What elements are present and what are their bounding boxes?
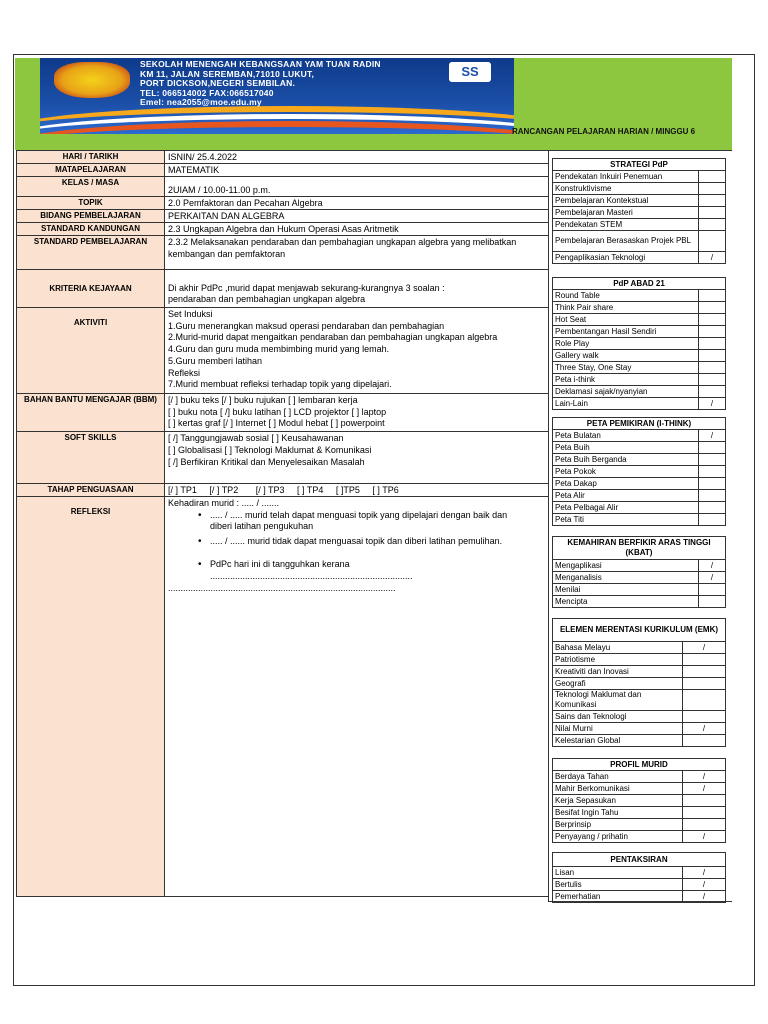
checklist-tick	[683, 666, 726, 678]
checklist-label: Gallery walk	[553, 350, 699, 362]
emk-title: ELEMEN MERENTASI KURIKULUM (EMK)	[553, 619, 726, 642]
checklist-label: Menganalisis	[553, 572, 699, 584]
value-bidang: PERKAITAN DAN ALGEBRA	[165, 210, 549, 223]
checklist-label: Lisan	[553, 867, 683, 879]
row-topik	[17, 197, 549, 210]
table-row	[553, 853, 726, 867]
checklist-label: Lain-Lain	[553, 398, 699, 410]
value-tahap: [/ ] TP1 [/ ] TP2 [/ ] TP3 [ ] TP4 [ ]TP5 [ ] TP6	[165, 484, 549, 497]
table-row	[553, 386, 726, 398]
checklist-tick	[699, 502, 726, 514]
checklist-tick	[683, 795, 726, 807]
checklist-tick	[699, 338, 726, 350]
checklist-tick: /	[683, 642, 726, 654]
checklist-tick	[699, 478, 726, 490]
label-bidang: BIDANG PEMBELAJARAN	[17, 210, 165, 223]
checklist-label: Peta Dakap	[553, 478, 699, 490]
table-row	[553, 678, 726, 690]
table-row	[553, 338, 726, 350]
table-row	[553, 183, 726, 195]
table-row	[553, 442, 726, 454]
checklist-tick	[699, 350, 726, 362]
row-bidang	[17, 210, 549, 223]
checklist-tick	[699, 314, 726, 326]
checklist-tick: /	[683, 771, 726, 783]
refleksi-bullet-3: • PdPc hari ini di tangguhkan kerana	[168, 559, 545, 571]
table-row	[553, 231, 726, 252]
checklist-tick	[699, 386, 726, 398]
checklist-label: Berprinsip	[553, 819, 683, 831]
table-row	[553, 879, 726, 891]
label-kelas: KELAS / MASA	[17, 177, 165, 197]
label-hari: HARI / TARIKH	[17, 151, 165, 164]
checklist-label: Pengaplikasian Teknologi	[553, 252, 699, 264]
checklist-tick	[699, 374, 726, 386]
table-row	[553, 302, 726, 314]
checklist-tick: /	[683, 723, 726, 735]
checklist-label: Three Stay, One Stay	[553, 362, 699, 374]
value-soft: [ /] Tanggungjawab sosial [ ] Keusahawanan [ ] Globalisasi [ ] Teknologi Maklumat & Komunikasi [ /] Berfikiran Kritikal dan Menyelesaikan Masalah	[165, 432, 549, 484]
pentaksiran-title: PENTAKSIRAN	[553, 853, 726, 867]
label-aktiviti: AKTIVITI	[17, 308, 165, 394]
table-row	[553, 502, 726, 514]
checklist-tick	[699, 326, 726, 338]
checklist-label: Peta Bulatan	[553, 430, 699, 442]
refleksi-bullet-2: • ..... / ...... murid tidak dapat menguasai topik dan diberi latihan pemulihan.	[168, 536, 545, 548]
checklist-label: Pembelajaran Kontekstual	[553, 195, 699, 207]
table-row	[553, 831, 726, 843]
table-row	[553, 723, 726, 735]
value-aktiviti: Set Induksi 1.Guru menerangkan maksud operasi pendaraban dan pembahagian 2.Murid-murid dapat mengaitkan pendaraban dan pembahagian ungkapan algebra 4.Guru dan guru muda membimbing murid yang lemah. 5.Guru memberi latihan Refleksi 7.Murid membuat refleksi terhadap topik yang dipelajari.	[165, 308, 549, 394]
checklist-tick	[699, 207, 726, 219]
checklist-tick: /	[699, 252, 726, 264]
page-title: RANCANGAN PELAJARAN HARIAN / MINGGU 6	[512, 127, 696, 136]
school-crest-icon	[54, 62, 130, 98]
checklist-label: Mengaplikasi	[553, 560, 699, 572]
checklist-tick	[699, 596, 726, 608]
checklist-label: Think Pair share	[553, 302, 699, 314]
label-kriteria: KRITERIA KEJAYAAN	[17, 270, 165, 308]
kbat-title: KEMAHIRAN BERFIKIR ARAS TINGGI (KBAT)	[553, 537, 726, 560]
checklist-label: Round Table	[553, 290, 699, 302]
table-row	[553, 326, 726, 338]
checklist-label: Patriotisme	[553, 654, 683, 666]
row-refleksi	[17, 497, 549, 897]
table-row	[553, 207, 726, 219]
table-row	[553, 159, 726, 171]
checklist-tick: /	[683, 891, 726, 903]
table-row	[553, 619, 726, 642]
checklist-tick	[699, 183, 726, 195]
checklist-label: Nilai Murni	[553, 723, 683, 735]
table-row	[553, 759, 726, 771]
checklist-label: Mencipta	[553, 596, 699, 608]
table-row	[553, 642, 726, 654]
table-row	[553, 454, 726, 466]
row-bbm	[17, 394, 549, 432]
checklist-label: Hot Seat	[553, 314, 699, 326]
pentaksiran-table	[552, 852, 726, 903]
checklist-label: Peta Titi	[553, 514, 699, 526]
checklist-label: Peta Buih	[553, 442, 699, 454]
value-kelas: 2UIAM / 10.00-11.00 p.m.	[165, 177, 549, 197]
checklist-label: Peta i-think	[553, 374, 699, 386]
table-row	[553, 596, 726, 608]
checklist-tick	[699, 171, 726, 183]
table-row	[553, 537, 726, 560]
checklist-tick	[699, 584, 726, 596]
value-topik: 2.0 Pemfaktoran dan Pecahan Algebra	[165, 197, 549, 210]
checklist-label: Bahasa Melayu	[553, 642, 683, 654]
checklist-label: Menilai	[553, 584, 699, 596]
profil-title: PROFIL MURID	[553, 759, 726, 771]
strategi-table	[552, 158, 726, 264]
label-refleksi: REFLEKSI	[17, 497, 165, 897]
checklist-tick	[683, 654, 726, 666]
school-address: SEKOLAH MENENGAH KEBANGSAAN YAM TUAN RADIN KM 11, JALAN SEREMBAN,71010 LUKUT, PORT DICKSON,NEGERI SEMBILAN. TEL: 066514002 FAX:066517040 Emel: nea2055@moe.edu.my	[140, 59, 381, 108]
checklist-tick	[699, 490, 726, 502]
row-mata	[17, 164, 549, 177]
checklist-label: Deklamasi sajak/nyanyian	[553, 386, 699, 398]
checklist-tick	[683, 690, 726, 711]
label-topik: TOPIK	[17, 197, 165, 210]
table-row	[553, 490, 726, 502]
checklist-label: Kreativiti dan Inovasi	[553, 666, 683, 678]
table-row	[553, 690, 726, 711]
table-row	[553, 867, 726, 879]
checklist-tick: /	[699, 398, 726, 410]
table-row	[553, 362, 726, 374]
table-row	[553, 807, 726, 819]
checklist-tick: /	[683, 879, 726, 891]
value-sp: 2.3.2 Melaksanakan pendaraban dan pembahagian ungkapan algebra yang melibatkan kembangan dan pemfaktoran	[165, 236, 549, 270]
table-row	[553, 252, 726, 264]
profil-table	[552, 758, 726, 843]
checklist-label: Besifat Ingin Tahu	[553, 807, 683, 819]
checklist-label: Geografi	[553, 678, 683, 690]
value-sk: 2.3 Ungkapan Algebra dan Hukum Operasi Asas Aritmetik	[165, 223, 549, 236]
checklist-tick: /	[683, 831, 726, 843]
checklist-tick: /	[699, 560, 726, 572]
checklist-tick	[699, 290, 726, 302]
checklist-label: Peta Pokok	[553, 466, 699, 478]
label-soft: SOFT SKILLS	[17, 432, 165, 484]
checklist-tick: /	[699, 430, 726, 442]
emk-table	[552, 618, 726, 747]
table-row	[553, 350, 726, 362]
table-row	[553, 572, 726, 584]
checklist-label: Teknologi Maklumat dan Komunikasi	[553, 690, 683, 711]
checklist-tick	[699, 195, 726, 207]
checklist-label: Peta Pelbagai Alir	[553, 502, 699, 514]
school-badge-icon: SS	[449, 62, 491, 82]
table-row	[553, 711, 726, 723]
row-tahap	[17, 484, 549, 497]
table-row	[553, 278, 726, 290]
checklist-label: Pembentangan Hasil Sendiri	[553, 326, 699, 338]
table-row	[553, 783, 726, 795]
checklist-tick	[699, 219, 726, 231]
value-bbm: [/ ] buku teks [/ ] buku rujukan [ ] lembaran kerja [ ] buku nota [ /] buku latihan [ ] LCD projektor [ ] laptop [ ] kertas graf [/ ] Internet [ ] Modul hebat [ ] powerpoint	[165, 394, 549, 432]
row-sk	[17, 223, 549, 236]
value-refleksi: Kehadiran murid : ..... / ....... • ..... / ..... murid telah dapat menguasi topik yang dipelajari dengan baik dan diberi latihan pengukuhan • ..... / ...... murid tidak dapat menguasai topik dan diberi latihan pemulihan. • PdPc hari ini di tangguhkan kerana ................................................................................. ...........................................................................................	[165, 497, 549, 897]
label-bbm: BAHAN BANTU MENGAJAR (BBM)	[17, 394, 165, 432]
table-row	[553, 195, 726, 207]
row-soft	[17, 432, 549, 484]
table-row	[553, 795, 726, 807]
checklist-tick	[683, 678, 726, 690]
refleksi-bullet-1: • ..... / ..... murid telah dapat menguasi topik yang dipelajari dengan baik dan diberi latihan pengukuhan	[168, 510, 545, 533]
checklist-tick	[699, 302, 726, 314]
table-row	[553, 666, 726, 678]
row-kriteria	[17, 270, 549, 308]
checklist-label: Peta Alir	[553, 490, 699, 502]
table-row	[553, 466, 726, 478]
checklist-tick	[699, 466, 726, 478]
checklist-label: Kerja Sepasukan	[553, 795, 683, 807]
table-row	[553, 430, 726, 442]
checklist-label: Kelestarian Global	[553, 735, 683, 747]
table-row	[553, 478, 726, 490]
checklist-tick	[699, 454, 726, 466]
table-row	[553, 735, 726, 747]
row-hari	[17, 151, 549, 164]
value-kriteria: Di akhir PdPc ,murid dapat menjawab sekurang-kurangnya 3 soalan : pendaraban dan pembahagian ungkapan algebra	[165, 270, 549, 308]
checklist-tick: /	[683, 867, 726, 879]
label-sk: STANDARD KANDUNGAN	[17, 223, 165, 236]
checklist-label: Penyayang / prihatin	[553, 831, 683, 843]
checklist-label: Pembelajaran Masteri	[553, 207, 699, 219]
table-row	[553, 219, 726, 231]
row-sp	[17, 236, 549, 270]
table-row	[553, 374, 726, 386]
checklist-label: Pemerhatian	[553, 891, 683, 903]
checklist-tick: /	[683, 783, 726, 795]
value-mata: MATEMATIK	[165, 164, 549, 177]
label-mata: MATAPELAJARAN	[17, 164, 165, 177]
table-row	[553, 584, 726, 596]
checklist-label: Mahir Berkomunikasi	[553, 783, 683, 795]
lesson-plan-table	[16, 150, 549, 897]
table-row	[553, 290, 726, 302]
strategi-title: STRATEGI PdP	[553, 159, 726, 171]
checklist-label: Role Play	[553, 338, 699, 350]
checklist-tick	[683, 807, 726, 819]
checklist-tick	[683, 819, 726, 831]
checklist-label: Bertulis	[553, 879, 683, 891]
value-hari: ISNIN/ 25.4.2022	[165, 151, 549, 164]
table-row	[553, 514, 726, 526]
checklist-label: Peta Buih Berganda	[553, 454, 699, 466]
checklist-tick	[683, 735, 726, 747]
checklist-label: Pembelajaran Berasaskan Projek PBL	[553, 231, 699, 252]
checklist-tick	[699, 514, 726, 526]
checklist-tick	[699, 362, 726, 374]
label-sp: STANDARD PEMBELAJARAN	[17, 236, 165, 270]
checklist-tick	[699, 442, 726, 454]
table-row	[553, 819, 726, 831]
checklist-label: Pendekatan STEM	[553, 219, 699, 231]
table-row	[553, 560, 726, 572]
table-row	[553, 654, 726, 666]
checklist-label: Konstruktivisme	[553, 183, 699, 195]
checklist-label: Pendekatan Inkuiri Penemuan	[553, 171, 699, 183]
table-row	[553, 418, 726, 430]
checklist-tick	[699, 231, 726, 252]
checklist-tick: /	[699, 572, 726, 584]
table-row	[553, 398, 726, 410]
kbat-table	[552, 536, 726, 608]
row-aktiviti	[17, 308, 549, 394]
peta-table	[552, 417, 726, 526]
checklist-label: Sains dan Teknologi	[553, 711, 683, 723]
checklist-tick	[683, 711, 726, 723]
table-row	[553, 891, 726, 903]
table-row	[553, 171, 726, 183]
label-tahap: TAHAP PENGUASAAN	[17, 484, 165, 497]
table-row	[553, 771, 726, 783]
table-row	[553, 314, 726, 326]
abad21-table	[552, 277, 726, 410]
row-kelas	[17, 177, 549, 197]
checklist-label: Berdaya Tahan	[553, 771, 683, 783]
abad21-title: PdP ABAD 21	[553, 278, 726, 290]
peta-title: PETA PEMIKIRAN (I-THINK)	[553, 418, 726, 430]
